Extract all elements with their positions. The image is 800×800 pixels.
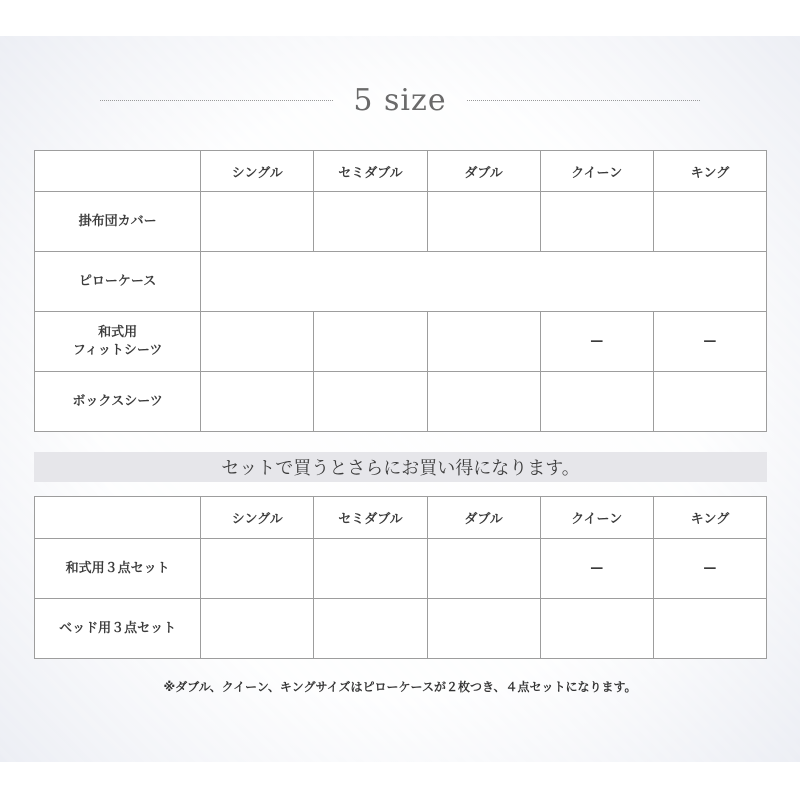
table-row (35, 312, 767, 372)
table-cell (540, 192, 653, 252)
table-row (35, 372, 767, 432)
table-cell (540, 599, 653, 659)
header-single: シングル (201, 497, 314, 539)
heading-right-rule (467, 100, 700, 101)
section-heading (100, 78, 700, 122)
table-cell (653, 192, 766, 252)
table-cell (314, 372, 427, 432)
row-label-fitted-sheet (35, 312, 201, 372)
row-label-line: 和式用 (98, 324, 138, 340)
row-label-bed-set: ベッド用３点セット (35, 599, 201, 659)
size-table (34, 150, 767, 432)
table-row (35, 539, 767, 599)
table-cell (540, 372, 653, 432)
table-cell (314, 312, 427, 372)
header-corner-cell (35, 497, 201, 539)
header-queen: クイーン (540, 497, 653, 539)
table-cell (314, 539, 427, 599)
header-queen: クイーン (540, 151, 653, 192)
table-cell (201, 192, 314, 252)
table-row (35, 192, 767, 252)
set-table (34, 496, 767, 659)
set-table-header-row (35, 497, 767, 539)
header-king: キング (653, 497, 766, 539)
row-label-line: フィットシーツ (72, 342, 163, 358)
header-corner-cell (35, 151, 201, 192)
table-cell (201, 372, 314, 432)
table-cell (201, 599, 314, 659)
table-cell (653, 372, 766, 432)
header-semi-double: セミダブル (314, 497, 427, 539)
heading-title: 5 size (353, 82, 447, 118)
table-cell-na: — (540, 312, 653, 372)
row-label-pillow-case: ピローケース (35, 252, 201, 312)
row-label-comforter-cover: 掛布団カバー (35, 192, 201, 252)
header-single: シングル (201, 151, 314, 192)
footnote: ※ダブル、クイーン、キングサイズはピローケースが２枚つき、４点セットになります。 (163, 680, 637, 694)
table-row (35, 599, 767, 659)
table-cell (201, 539, 314, 599)
table-cell (427, 192, 540, 252)
header-double: ダブル (427, 497, 540, 539)
set-banner: セットで買うとさらにお買い得になります。 (34, 452, 767, 482)
row-label-box-sheet: ボックスシーツ (35, 372, 201, 432)
row-label-japanese-set: 和式用３点セット (35, 539, 201, 599)
header-semi-double: セミダブル (314, 151, 427, 192)
table-cell (427, 599, 540, 659)
table-cell (201, 312, 314, 372)
table-cell (427, 312, 540, 372)
table-cell (314, 599, 427, 659)
table-row (35, 252, 767, 312)
table-cell (314, 192, 427, 252)
table-cell-na: — (653, 539, 766, 599)
table-cell-merged (201, 252, 767, 312)
heading-left-rule (100, 100, 333, 101)
header-king: キング (653, 151, 766, 192)
table-cell (427, 539, 540, 599)
table-cell-na: — (653, 312, 766, 372)
table-cell (653, 599, 766, 659)
header-double: ダブル (427, 151, 540, 192)
table-cell-na: — (540, 539, 653, 599)
table-cell (427, 372, 540, 432)
size-table-header-row (35, 151, 767, 192)
